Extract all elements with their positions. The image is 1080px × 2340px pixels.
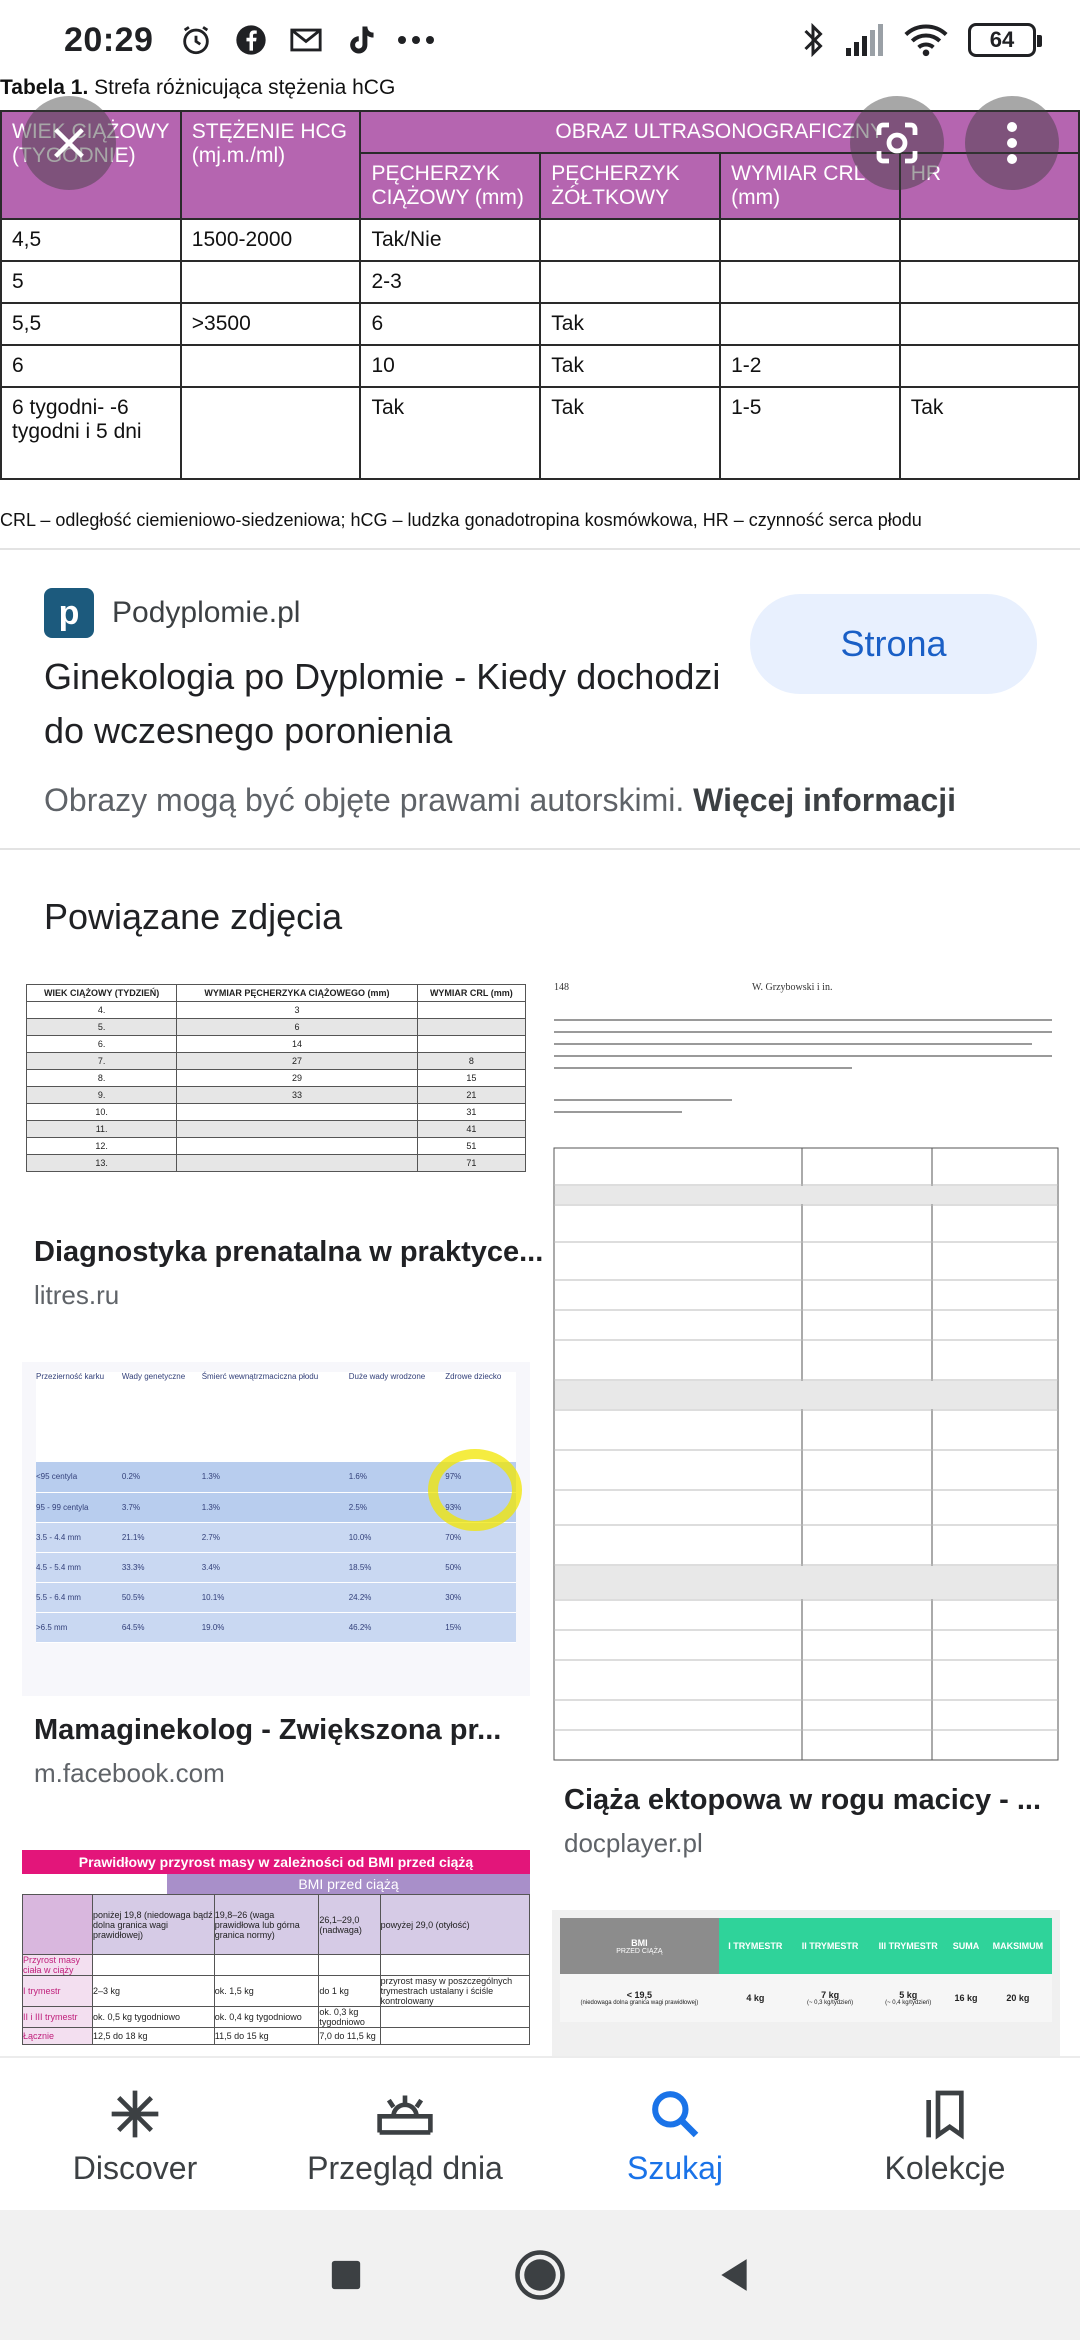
search-icon [647,2086,703,2142]
table-row [23,2028,530,2045]
table-cell [720,261,900,303]
table-cell: 10.1% [202,1582,349,1612]
lens-icon [873,119,921,167]
table-cell: Wady genetyczne [122,1372,202,1462]
table-cell: MAKSIMUM [984,1918,1052,1974]
table-cell: 3.4% [202,1552,349,1582]
table-cell: 2.5% [349,1492,446,1522]
wifi-icon [904,23,948,57]
nav-collections[interactable] [810,2058,1080,2210]
table-cell: 5,5 [1,303,181,345]
table-cell: Tak [360,387,540,479]
table-cell: >6.5 mm [36,1612,122,1642]
status-time: 20:29 [64,20,154,59]
source-page-title[interactable]: Ginekologia po Dyplomie - Kiedy dochodzi do wczesnego poronienia [44,656,721,751]
table-cell: I trymestr [23,1976,93,2007]
table-cell: 18.5% [349,1552,446,1582]
table-row [560,1918,1052,1974]
table-cell: 6 tygodni- -6 tygodni i 5 dni [1,387,181,479]
nav-label: Kolekcje [884,2150,1006,2186]
related-card[interactable] [22,1362,530,1802]
divider [0,548,1080,550]
table-cell: 5 [1,261,181,303]
table-cell: 8 [417,1053,525,1070]
highlight-circle [427,1447,523,1533]
table-cell [540,219,720,261]
table-cell: 4. [27,1002,177,1019]
system-navigation-bar [0,2210,1080,2340]
table-row [27,1053,526,1070]
thumb-table [560,1918,1052,2022]
source-row[interactable] [44,588,300,638]
table-row [27,1121,526,1138]
table-cell: Łącznie [23,2028,93,2045]
table-cell: 33.3% [122,1552,202,1582]
table-cell: 1.3% [202,1462,349,1492]
table-cell: ok. 0,4 kg tygodniowo [214,2007,319,2028]
related-title: Mamaginekolog - Zwiększona pr... [34,1714,502,1746]
thumb-title: Prawidłowy przyrost masy w zależności od BMI przed ciążą [22,1850,530,1874]
home-icon[interactable] [513,2248,567,2302]
table-cell: 33 [177,1087,417,1104]
table-cell: przyrost masy w poszczególnych trymestrach ustalany i ściśle kontrolowany [380,1976,529,2007]
table-cell: 64.5% [122,1612,202,1642]
related-site: m.facebook.com [34,1758,225,1788]
table-cell: Tak/Nie [360,219,540,261]
table-cell: WYMIAR CRL (mm) [417,985,525,1002]
copyright-notice: Obrazy mogą być objęte prawami autorskimi. Więcej informacji [44,782,957,818]
table-cell [177,1138,417,1155]
table-cell [380,1955,529,1976]
table-cell: ok. 0,5 kg tygodniowo [93,2007,215,2028]
related-title: Ciąża ektopowa w rogu macicy - ... [564,1784,1042,1816]
more-vert-icon [1006,121,1018,165]
table-cell: 1.6% [349,1462,446,1492]
visit-site-button[interactable]: Strona [750,594,1037,694]
table-cell: 7,0 do 11,5 kg [319,2028,380,2045]
table-cell: 19,8–26 (waga prawidłowa lub górna granica normy) [214,1895,319,1955]
related-card[interactable] [552,980,1060,1860]
table-cell: 1-2 [720,345,900,387]
table-cell [900,219,1079,261]
table-cell [417,1036,525,1053]
nav-discover[interactable] [0,2058,270,2210]
related-site: litres.ru [34,1280,120,1310]
table-cell: 13. [27,1155,177,1172]
table-cell: Tak [540,345,720,387]
table-cell: poniżej 19,8 (niedowaga bądź dolna granica wagi prawidłowej) [93,1895,215,1955]
table-cell: 93% [445,1492,516,1522]
table-cell: 50.5% [122,1582,202,1612]
table-row [27,1138,526,1155]
table-cell [417,1002,525,1019]
table-cell: 97% [445,1462,516,1492]
table-cell: 14 [177,1036,417,1053]
header-crl: WYMIAR CRL (mm) [720,153,900,219]
system-icons [802,22,1036,58]
table-cell: 21 [417,1087,525,1104]
nav-label: Discover [72,2150,198,2186]
table-cell [319,1955,380,1976]
table-cell: <95 centyla [36,1462,122,1492]
related-card[interactable] [22,1850,530,2056]
table-row [1,345,1079,387]
source-site: Podyplomie.pl [112,596,301,629]
table-cell: 19.0% [202,1612,349,1642]
header-ultrasound: OBRAZ ULTRASONOGRAFICZNY [360,111,1079,153]
table-row [1,303,1079,345]
table-cell: 7 kg (~ 0,3 kg/tydzień) [792,1974,868,2022]
table-cell: II TRYMESTR [792,1918,868,1974]
alarm-icon [179,23,213,57]
header-gestational-sac: PĘCHERZYK CIĄŻOWY (mm) [360,153,540,219]
back-icon[interactable] [717,2256,751,2294]
table-cell: 16 kg [948,1974,984,2022]
related-site: docplayer.pl [564,1828,703,1858]
table-cell: 2-3 [360,261,540,303]
table-cell: < 19,5 (niedowaga dolna granica wagi prawidłowej) [560,1974,719,2022]
notification-icons [179,23,435,57]
asterisk-icon [107,2086,163,2142]
table-cell: 9. [27,1087,177,1104]
table-row [23,1895,530,1955]
table-cell: 12,5 do 18 kg [93,2028,215,2045]
table-cell: 50% [445,1552,516,1582]
table-cell [380,2028,529,2045]
table-cell: 3.5 - 4.4 mm [36,1522,122,1552]
table-row [23,2007,530,2028]
related-thumbnail [22,980,530,1220]
table-cell [720,303,900,345]
table-cell: 4 kg [719,1974,792,2022]
table-row [36,1612,516,1642]
table-cell: 31 [417,1104,525,1121]
signal-icon [844,24,884,56]
table-row [27,1104,526,1121]
table-cell: 3.7% [122,1492,202,1522]
table-row [27,1036,526,1053]
table-cell: 1-5 [720,387,900,479]
table-cell [214,1955,319,1976]
table-cell: Przezierność karku [36,1372,122,1462]
table-cell: 21.1% [122,1522,202,1552]
header-yolk-sac: PĘCHERZYK ŻÓŁTKOWY [540,153,720,219]
table-row [27,1087,526,1104]
table-cell: do 1 kg [319,1976,380,2007]
table-cell: 20 kg [984,1974,1052,2022]
table-cell: 10 [360,345,540,387]
table-row [36,1552,516,1582]
table-cell: >3500 [181,303,361,345]
close-button[interactable] [22,96,116,190]
header-hr: HR [900,153,1079,219]
table-cell: 10. [27,1104,177,1121]
table-cell: 5 kg (~ 0,4 kg/tydzień) [868,1974,948,2022]
more-options-button[interactable] [965,96,1059,190]
site-logo-icon: p [44,588,94,638]
divider [0,848,1080,850]
table-row [560,1974,1052,2022]
bottom-navigation [0,2056,1080,2210]
table-cell [177,1121,417,1138]
table-cell: Zdrowe dziecko [445,1372,516,1462]
recents-icon[interactable] [329,2258,363,2292]
table-cell: 70% [445,1522,516,1552]
table-cell [540,261,720,303]
header-gestational-age: WIEK CIĄŻOWY (TYGODNIE) [1,111,181,219]
table-cell [900,261,1079,303]
table-cell: powyżej 29,0 (otyłość) [380,1895,529,1955]
table-cell [380,2007,529,2028]
status-bar [0,0,1080,80]
table-cell [181,345,361,387]
table-cell: 30% [445,1582,516,1612]
table-cell: 5. [27,1019,177,1036]
thumb-table [22,1894,530,2045]
table-row [23,1976,530,2007]
close-icon [49,123,89,163]
sunrise-icon [375,2086,435,2142]
gmail-icon [289,25,323,55]
related-thumbnail [22,1850,530,2056]
table-cell: 4.5 - 5.4 mm [36,1552,122,1582]
thumb-table [26,984,526,1172]
table-row [1,387,1079,479]
table-row [27,1070,526,1087]
table-cell [177,1155,417,1172]
table-cell: 6 [1,345,181,387]
related-title: Diagnostyka prenatalna w praktyce... [34,1236,544,1268]
related-card[interactable] [22,980,544,1320]
related-thumbnail [552,1910,1060,2056]
table-cell: 46.2% [349,1612,446,1642]
table-cell: I TRYMESTR [719,1918,792,1974]
table-cell: ok. 0,3 kg tygodniowo [319,2007,380,2028]
table-cell: Tak [900,387,1079,479]
table-cell [23,1895,93,1955]
tiktok-icon [345,24,375,56]
nav-search[interactable] [540,2058,810,2210]
table-cell: SUMA [948,1918,984,1974]
hcg-table-body [1,219,1079,479]
table-cell: 71 [417,1155,525,1172]
table-cell: ok. 1,5 kg [214,1976,319,2007]
table-cell: 24.2% [349,1582,446,1612]
table-cell: Duże wady wrodzone [349,1372,446,1462]
related-thumbnail: 148 W. Grzybowski i in. [552,980,1060,1764]
table-cell: 4,5 [1,219,181,261]
table-cell: 95 - 99 centyla [36,1492,122,1522]
table-cell: 6. [27,1036,177,1053]
table-cell: 51 [417,1138,525,1155]
table-cell: 15 [417,1070,525,1087]
related-heading: Powiązane zdjęcia [44,896,343,937]
table-cell: 0.2% [122,1462,202,1492]
table-cell: 8. [27,1070,177,1087]
table-row [27,985,526,1002]
table-cell: III TRYMESTR [868,1918,948,1974]
table-footnote: CRL – odległość ciemieniowo-siedzeniowa; hCG – ludzka gonadotropina kosmówkowa, HR – czynność serca płodu [0,510,922,530]
table-cell: 26,1–29,0 (nadwaga) [319,1895,380,1955]
more-notifications-icon [397,35,435,45]
table-cell: 6 [177,1019,417,1036]
document-page-graphic [552,980,1060,1764]
table-row [27,1155,526,1172]
table-cell [177,1104,417,1121]
table-cell: 1500-2000 [181,219,361,261]
table-cell: WYMIAR PĘCHERZYKA CIĄŻOWEGO (mm) [177,985,417,1002]
battery-indicator: 64 [968,23,1036,57]
table-cell: 2–3 kg [93,1976,215,2007]
table-cell: 15% [445,1612,516,1642]
table-cell: 7. [27,1053,177,1070]
table-cell [417,1019,525,1036]
table-row [1,219,1079,261]
table-cell: 6 [360,303,540,345]
table-cell: II i III trymestr [23,2007,93,2028]
table-cell: BMI PRZED CIĄŻĄ [560,1918,719,1974]
related-thumbnail [22,1362,530,1696]
related-card[interactable] [552,1910,1060,2056]
table-cell: 11. [27,1121,177,1138]
nav-label: Przegląd dnia [307,2150,503,2186]
table-cell: 5.5 - 6.4 mm [36,1582,122,1612]
table-cell [181,261,361,303]
header-hcg-level: STĘŻENIE HCG (mj.m./ml) [181,111,361,219]
table-row [27,1002,526,1019]
thumb-subtitle: BMI przed ciążą [167,1874,530,1894]
table-cell: 11,5 do 15 kg [214,2028,319,2045]
nav-label: Szukaj [626,2150,724,2186]
table-row [27,1019,526,1036]
table-cell [181,387,361,479]
table-cell: Tak [540,303,720,345]
bluetooth-icon [802,22,824,58]
table-cell: 10.0% [349,1522,446,1552]
table-cell [900,303,1079,345]
table-row [1,261,1079,303]
bookmarks-icon [917,2086,973,2142]
table-cell: 12. [27,1138,177,1155]
table-cell: 2.7% [202,1522,349,1552]
table-cell: Przyrost masy ciała w ciąży [23,1955,93,1976]
table-cell: Śmierć wewnątrzmaciczna płodu [202,1372,349,1462]
nav-daily-overview[interactable] [270,2058,540,2210]
table-cell: 27 [177,1053,417,1070]
table-cell: 1.3% [202,1492,349,1522]
more-info-link[interactable]: Więcej informacji [693,782,957,818]
facebook-icon [235,24,267,56]
table-cell [720,219,900,261]
lens-search-button[interactable] [850,96,944,190]
table-cell: 41 [417,1121,525,1138]
table-row [23,1955,530,1976]
table-cell: 29 [177,1070,417,1087]
table-cell: WIEK CIĄŻOWY (TYDZIEŃ) [27,985,177,1002]
table-cell: Tak [540,387,720,479]
table-cell: 3 [177,1002,417,1019]
image-caption: Tabela 1. Strefa różnicująca stężenia hCG [0,76,396,99]
table-cell [900,345,1079,387]
table-row [36,1582,516,1612]
table-cell [93,1955,215,1976]
